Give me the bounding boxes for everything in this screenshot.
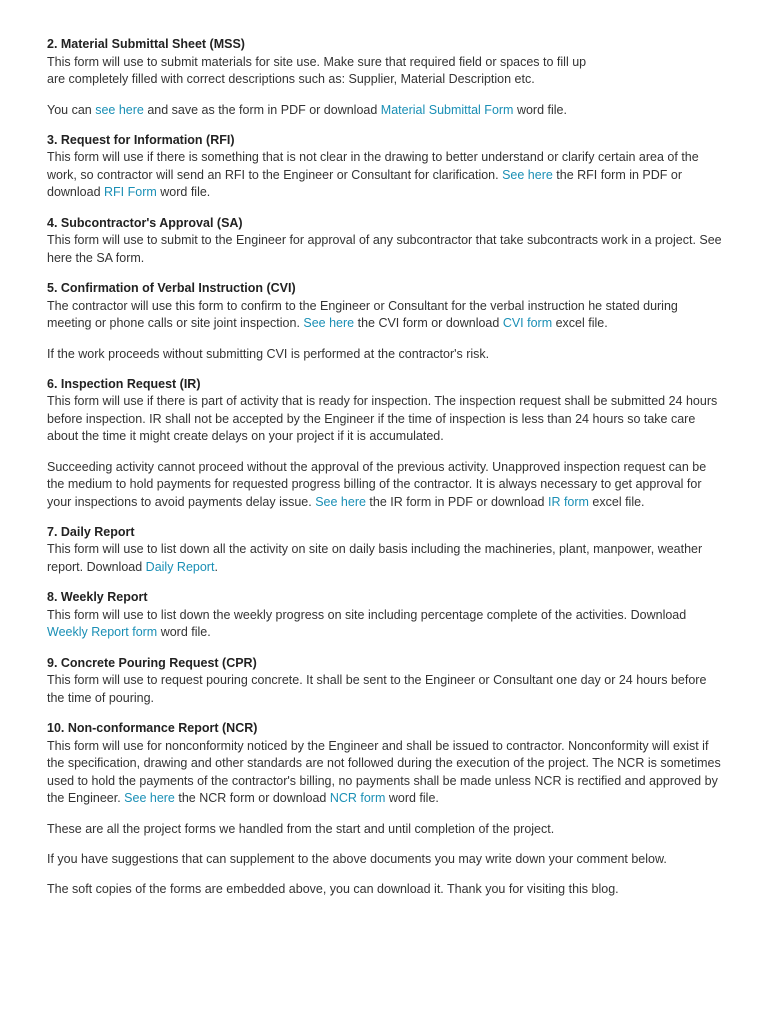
section-ncr	[47, 720, 724, 808]
paragraph-text: This form will use if there is something that is not clear in the drawing to better understand or clarify certain area of the work, so contractor will send an RFI to the Engineer or Consultant for clarification.	[47, 150, 699, 182]
paragraph-text: excel file.	[552, 316, 608, 330]
section-sa	[47, 215, 724, 268]
mss-download-paragraph	[47, 102, 724, 120]
section-weekly-report	[47, 589, 724, 642]
paragraph-text: word file.	[385, 791, 439, 805]
section-cpr	[47, 655, 724, 708]
section-body	[47, 541, 724, 576]
section-heading: 3. Request for Information (RFI)	[47, 132, 235, 147]
section-body	[47, 149, 724, 202]
paragraph-text: and save as the form in PDF or download	[143, 102, 381, 117]
section-rfi	[47, 132, 724, 202]
section-body-line: This form will use to submit materials for site use. Make sure that required field or spaces to fill up	[47, 54, 587, 69]
paragraph-text: word file.	[156, 185, 211, 199]
ncr-see-here-link[interactable]: See here	[124, 791, 175, 805]
section-body: This form will use if there is part of activity that is ready for inspection. The inspection request shall be submitted 24 hours before inspection. IR shall not be accepted by the Engineer if the time of inspection is less than 24 hours so take care about the time it might create delays on your project if it is accumulated.	[47, 394, 718, 443]
rfi-form-link[interactable]: RFI Form	[104, 185, 157, 199]
paragraph-text: You can	[47, 102, 96, 117]
weekly-report-form-link[interactable]: Weekly Report form	[47, 625, 158, 639]
paragraph-text: word file.	[513, 102, 567, 117]
section-body	[47, 738, 724, 808]
cvi-see-here-link[interactable]: See here	[303, 316, 355, 330]
paragraph-text: the NCR form or download	[174, 791, 330, 805]
section-heading: 10. Non-conformance Report (NCR)	[47, 721, 258, 735]
paragraph-text: The contractor will use this form to confirm to the Engineer or Consultant for the verbal instruction he stated during meeting or phone calls or site joint inspection.	[47, 298, 678, 330]
paragraph-text: the IR form in PDF or download	[365, 494, 548, 509]
ncr-form-link[interactable]: NCR form	[329, 791, 386, 805]
section-heading: 5. Confirmation of Verbal Instruction (CVI)	[47, 281, 296, 295]
section-heading: 9. Concrete Pouring Request (CPR)	[47, 655, 257, 670]
ir-form-link[interactable]: IR form	[547, 494, 589, 509]
section-body-line: are completely filled with correct descriptions such as: Supplier, Material Description etc.	[47, 72, 535, 86]
section-mss	[47, 36, 724, 89]
section-body	[47, 607, 724, 642]
paragraph-text: This form will use to list down all the activity on site on daily basis including the machineries, plant, manpower, weather report. Download	[47, 542, 703, 574]
section-heading: 8. Weekly Report	[47, 590, 148, 604]
closing-paragraph: The soft copies of the forms are embedded above, you can download it. Thank you for visiting this blog.	[47, 881, 619, 896]
section-heading: 6. Inspection Request (IR)	[47, 376, 201, 391]
closing-paragraph: These are all the project forms we handled from the start and until completion of the project.	[47, 821, 555, 836]
ir-see-here-link[interactable]: See here	[315, 494, 366, 509]
section-ir	[47, 376, 724, 446]
paragraph-text: This form will use for nonconformity noticed by the Engineer and shall be issued to contractor. Nonconformity will exist if the specification, drawing and other standards are not followed during the execution of the project. The NCR is sometimes used to hold the payments of the contractor's billing, no payments shall be made unless NCR is rectified and approved by the Engineer.	[47, 738, 721, 805]
mss-see-here-link[interactable]: see here	[95, 102, 144, 117]
section-heading: 2. Material Submittal Sheet (MSS)	[47, 37, 245, 51]
daily-report-link[interactable]: Daily Report	[145, 559, 215, 574]
rfi-see-here-link[interactable]: See here	[502, 167, 553, 182]
paragraph-text: the RFI form in PDF or download	[47, 167, 683, 199]
section-daily-report	[47, 524, 724, 577]
cvi-form-link[interactable]: CVI form	[502, 316, 553, 330]
paragraph-text: .	[214, 559, 218, 574]
section-heading: 7. Daily Report	[47, 524, 135, 539]
paragraph-text: the CVI form or download	[354, 316, 503, 330]
section-body: This form will use to request pouring concrete. It shall be sent to the Engineer or Consultant one day or 24 hours before the time of pouring.	[47, 673, 707, 705]
paragraph-text: Succeeding activity cannot proceed without the approval of the previous activity. Unapproved inspection request can be the medium to hold payments for requested progress billing of the contractor. It is always necessary to get approval for your inspections to avoid payments delay issue.	[47, 459, 707, 509]
material-submittal-form-link[interactable]: Material Submittal Form	[380, 102, 514, 117]
paragraph-text: word file.	[157, 625, 211, 639]
section-heading: 4. Subcontractor's Approval (SA)	[47, 215, 243, 230]
cvi-risk-paragraph: If the work proceeds without submitting CVI is performed at the contractor's risk.	[47, 346, 490, 361]
section-body	[47, 298, 724, 333]
section-body: This form will use to submit to the Engineer for approval of any subcontractor that take subcontracts work in a project. See here the SA form.	[47, 233, 722, 265]
closing-paragraph: If you have suggestions that can supplement to the above documents you may write down your comment below.	[47, 851, 667, 866]
paragraph-text: This form will use to list down the weekly progress on site including percentage complete of the activities. Download	[47, 607, 687, 622]
paragraph-text: excel file.	[588, 494, 645, 509]
section-cvi	[47, 280, 724, 333]
ir-approval-paragraph	[47, 459, 724, 512]
